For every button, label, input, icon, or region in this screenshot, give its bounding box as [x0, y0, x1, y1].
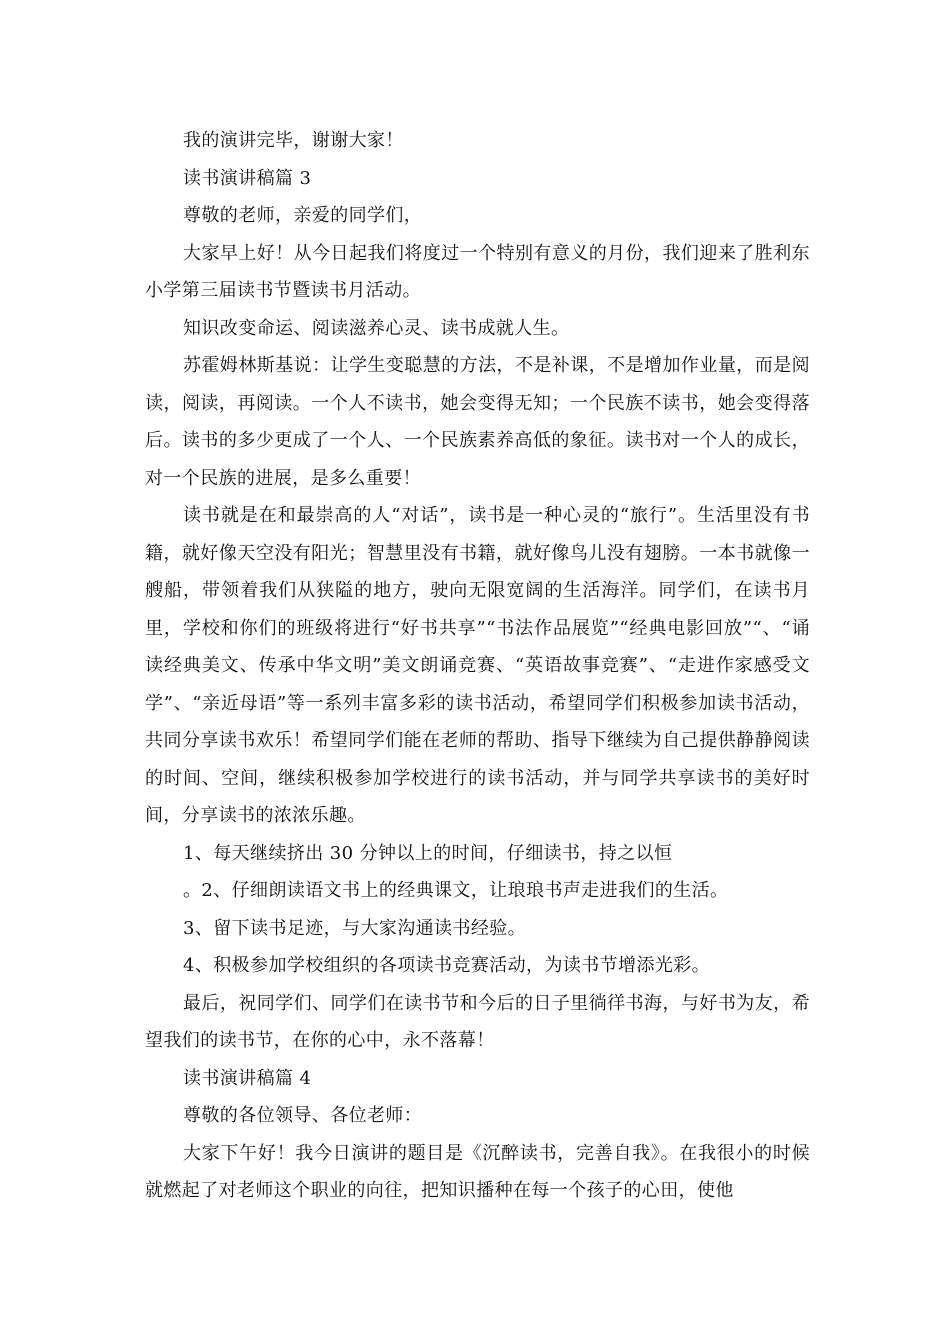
body-paragraph: 大家早上好！从今日起我们将度过一个特别有意义的月份，我们迎来了胜利东小学第三届读书节暨读书月活动。: [145, 242, 810, 301]
list-item: 1、每天继续挤出 30 分钟以上的时间，仔细读书，持之以恒: [183, 842, 673, 864]
body-paragraph: 知识改变命运、阅读滋养心灵、读书成就人生。: [183, 317, 570, 339]
body-paragraph: 大家下午好！我今日演讲的题目是《沉醉读书，完善自我》。在我很小的时候就燃起了对老师这个职业的向往，把知识播种在每一个孩子的心田，使他: [145, 1142, 810, 1201]
list-item: 4、积极参加学校组织的各项读书竞赛活动，为读书节增添光彩。: [183, 955, 711, 976]
body-paragraph: 读书就是在和最崇高的人“对话”，读书是一种心灵的“旅行”。生活里没有书籍，就好像天空没有阳光；智慧里没有书籍，就好像鸟儿没有翅膀。一本书就像一艘船，带领着我们从狭隘的地方，驶向无限宽阔的生活海洋。同学们，在读书月里，学校和你们的班级将进行“好书共享”“书法作品展览”“经典电影回放”“、“诵读经典美文、传承中华文明”美文朗诵竞赛、“英语故事竞赛”、“走进作家感受文学”、“亲近母语”等一系列丰富多彩的读书活动，希望同学们积极参加读书活动，共同分享读书欢乐！希望同学们能在老师的帮助、指导下继续为自己提供静静阅读的时间、空间，继续积极参加学校进行的读书活动，并与同学共享读书的美好时间，分享读书的浓浓乐趣。: [145, 505, 810, 826]
salutation: 尊敬的老师，亲爱的同学们，: [183, 205, 423, 226]
body-paragraph: 最后，祝同学们、同学们在读书节和今后的日子里徜徉书海，与好书为友，希望我们的读书节，在你的心中，永不落幕！: [145, 992, 810, 1051]
list-item: 3、留下读书足迹，与大家沟通读书经验。: [183, 917, 527, 939]
list-item: 。2、仔细朗读语文书上的经典课文，让琅琅书声走进我们的生活。: [183, 880, 729, 901]
document-body: [145, 122, 810, 1210]
body-paragraph: 苏霍姆林斯基说：让学生变聪慧的方法，不是补课，不是增加作业量，而是阅读，阅读，再阅读。一个人不读书，她会变得无知；一个民族不读书，她会变得落后。读书的多少更成了一个人、一个民族素养高低的象征。读书对一个人的成长，对一个民族的进展，是多么重要！: [145, 355, 810, 489]
closing-line: 我的演讲完毕，谢谢大家！: [183, 130, 404, 151]
section-heading-3: 读书演讲稿篇 3: [183, 167, 312, 189]
section-heading-4: 读书演讲稿篇 4: [183, 1067, 312, 1089]
salutation: 尊敬的各位领导、各位老师：: [183, 1105, 423, 1126]
